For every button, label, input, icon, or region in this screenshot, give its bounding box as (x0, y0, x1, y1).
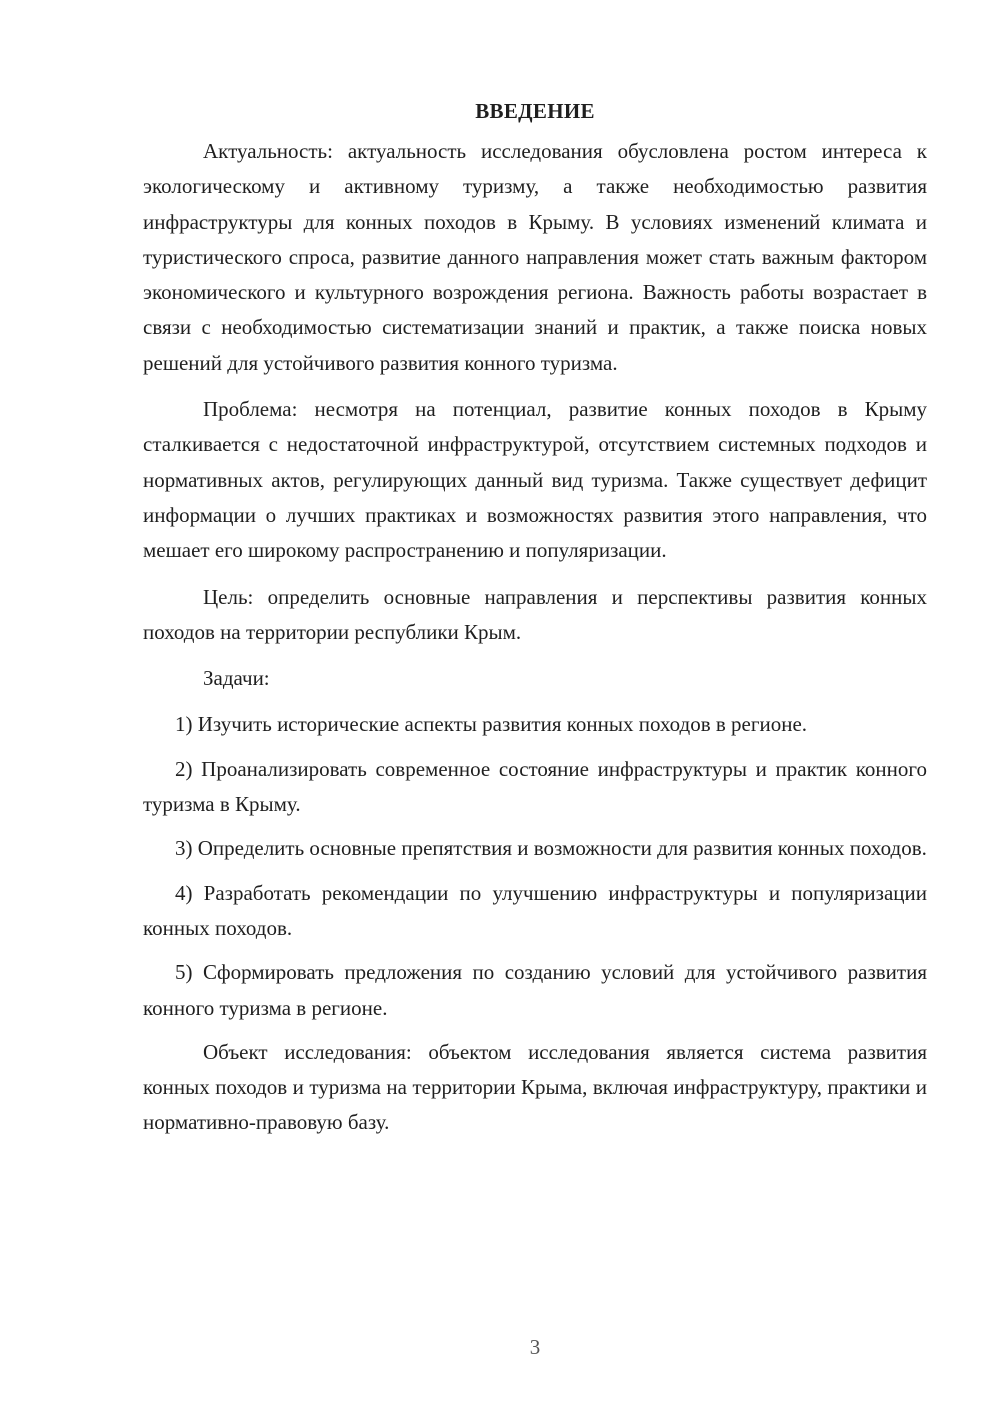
object-paragraph: Объект исследования: объектом исследования является система развития конных походов и туризма на территории Крыма, включая инфраструктуру, практики и нормативно-правовую базу. (143, 1039, 927, 1135)
tasks-list (143, 707, 927, 1025)
page-number: 3 (529, 1335, 541, 1359)
page-content (143, 94, 927, 1141)
task-item: 2) Проанализировать современное состояние инфраструктуры и практик конного туризма в Крыму. (143, 756, 927, 817)
task-item: 1) Изучить исторические аспекты развития конных походов в регионе. (175, 712, 808, 737)
relevance-paragraph: Актуальность: актуальность исследования обусловлена ростом интереса к экологическому и активному туризму, а также необходимостью развития инфраструктуры для конных походов в Крыму. В условиях изменений климата и туристического спроса, развитие данного направления может стать важным фактором экономического и культурного возрождения региона. Важность работы возрастает в связи с необходимостью систематизации знаний и практик, а также поиска новых решений для устойчивого развития конного туризма. (143, 139, 927, 375)
problem-paragraph: Проблема: несмотря на потенциал, развитие конных походов в Крыму сталкивается с недостаточной инфраструктурой, отсутствием системных подходов и нормативных актов, регулирующих данный вид туризма. Также существует дефицит информации о лучших практиках и возможностях развития этого направления, что мешает его широкому распространению и популяризации. (143, 397, 927, 563)
task-item: 3) Определить основные препятствия и возможности для развития конных походов. (175, 836, 927, 861)
goal-paragraph: Цель: определить основные направления и перспективы развития конных походов на территории республики Крым. (143, 584, 927, 644)
task-item: 4) Разработать рекомендации по улучшению инфраструктуры и популяризации конных походов. (143, 880, 927, 940)
task-item: 5) Сформировать предложения по созданию условий для устойчивого развития конного туризма в регионе. (143, 960, 927, 1020)
tasks-label: Задачи: (203, 666, 270, 691)
section-heading: ВВЕДЕНИЕ (475, 99, 595, 123)
